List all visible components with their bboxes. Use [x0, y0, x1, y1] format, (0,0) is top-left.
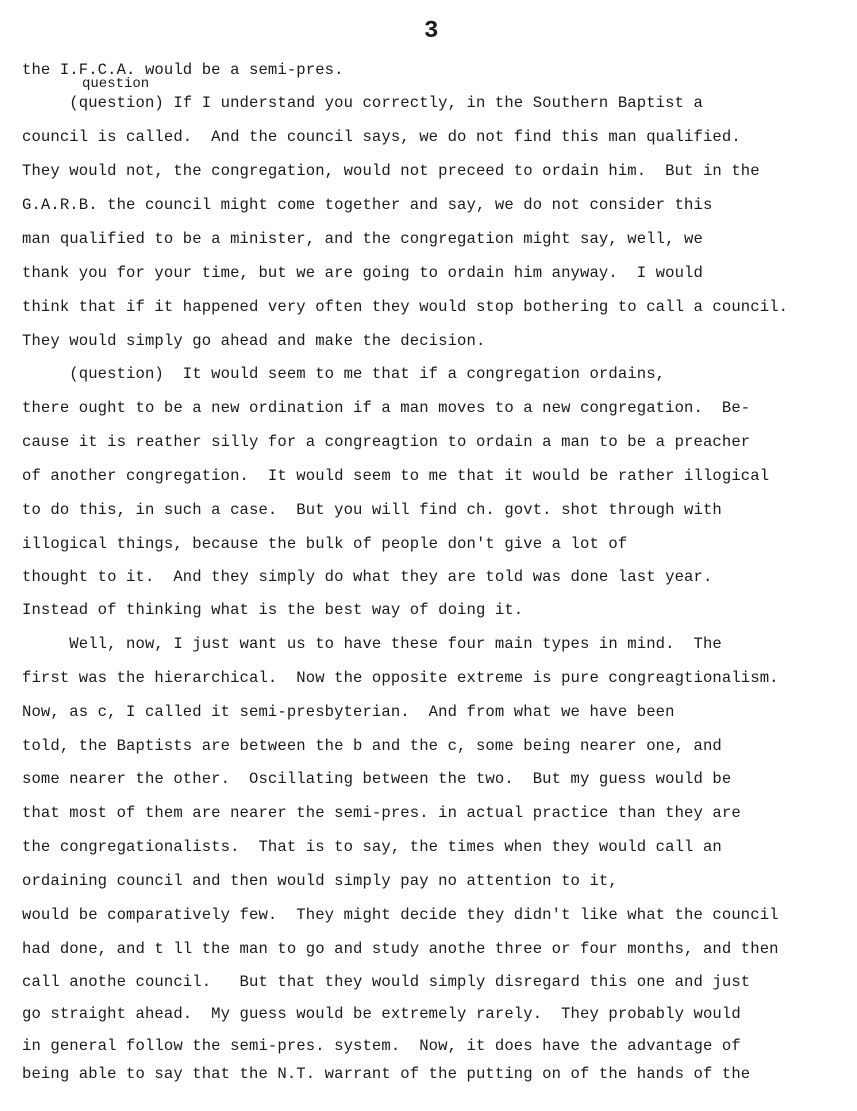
- text-line: being able to say that the N.T. warrant of the putting on of the hands of the: [22, 1065, 751, 1083]
- text-line: there ought to be a new ordination if a man moves to a new congregation. Be-: [22, 399, 751, 417]
- page-number: 3: [424, 18, 441, 45]
- text-line: go straight ahead. My guess would be extremely rarely. They probably would: [22, 1005, 741, 1023]
- text-line: council is called. And the council says, we do not find this man qualified.: [22, 128, 741, 146]
- text-line: that most of them are nearer the semi-pres. in actual practice than they are: [22, 804, 741, 822]
- text-line: Well, now, I just want us to have these four main types in mind. The: [22, 635, 722, 653]
- text-line: the I.F.C.A. would be a semi-pres.: [22, 61, 344, 79]
- text-line: in general follow the semi-pres. system. Now, it does have the advantage of: [22, 1037, 741, 1055]
- text-line: G.A.R.B. the council might come together and say, we do not consider this: [22, 196, 713, 214]
- handwritten-insertion: question: [82, 76, 150, 92]
- text-line: had done, and t ll the man to go and study anothe three or four months, and then: [22, 940, 779, 958]
- text-line: some nearer the other. Oscillating between the two. But my guess would be: [22, 770, 732, 788]
- text-line: ordaining council and then would simply pay no attention to it,: [22, 872, 618, 890]
- text-line: of another congregation. It would seem to me that it would be rather illogical: [22, 467, 770, 485]
- text-line: first was the hierarchical. Now the opposite extreme is pure congreagtionalism.: [22, 669, 779, 687]
- text-line: think that if it happened very often they would stop bothering to call a council.: [22, 298, 789, 316]
- text-line: (question) It would seem to me that if a congregation ordains,: [22, 365, 666, 383]
- text-line: illogical things, because the bulk of people don't give a lot of: [22, 535, 628, 553]
- text-line: (question) If I understand you correctly, in the Southern Baptist a: [22, 94, 703, 112]
- text-line: would be comparatively few. They might decide they didn't like what the council: [22, 906, 779, 924]
- text-line: cause it is reather silly for a congreagtion to ordain a man to be a preacher: [22, 433, 751, 451]
- text-line: They would not, the congregation, would not preceed to ordain him. But in the: [22, 162, 760, 180]
- text-line: to do this, in such a case. But you will find ch. govt. shot through with: [22, 501, 722, 519]
- text-line: They would simply go ahead and make the decision.: [22, 332, 486, 350]
- text-line: Instead of thinking what is the best way of doing it.: [22, 601, 524, 619]
- text-line: the congregationalists. That is to say, the times when they would call an: [22, 838, 722, 856]
- text-line: thought to it. And they simply do what they are told was done last year.: [22, 568, 713, 586]
- text-line: man qualified to be a minister, and the congregation might say, well, we: [22, 230, 703, 248]
- text-line: Now, as c, I called it semi-presbyterian. And from what we have been: [22, 703, 675, 721]
- text-line: thank you for your time, but we are going to ordain him anyway. I would: [22, 264, 703, 282]
- text-line: told, the Baptists are between the b and the c, some being nearer one, and: [22, 737, 722, 755]
- text-line: call anothe council. But that they would simply disregard this one and just: [22, 973, 751, 991]
